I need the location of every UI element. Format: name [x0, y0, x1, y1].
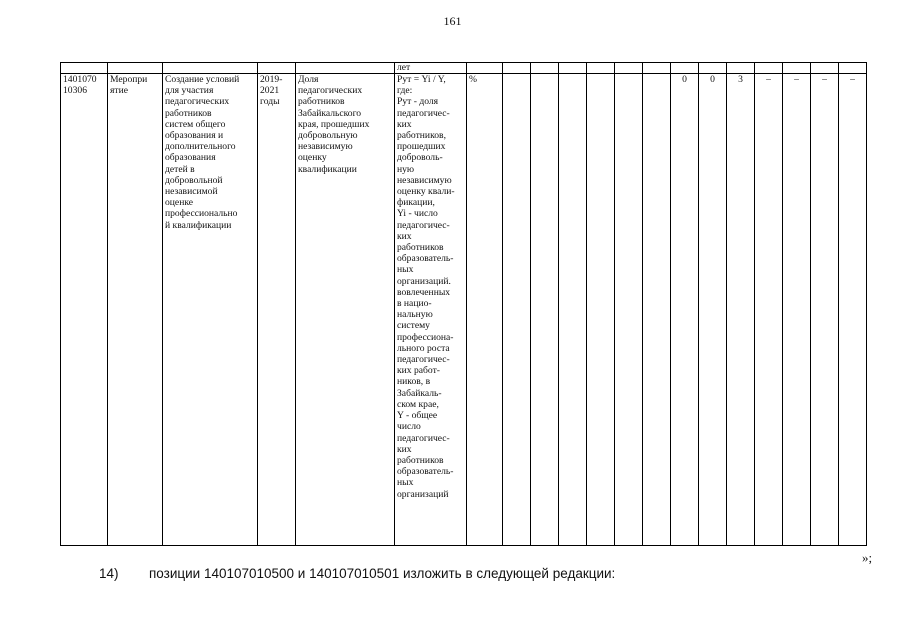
instruction-text: позиции 140107010500 и 140107010501 изложить в следующей редакции: [149, 566, 616, 581]
cell [587, 63, 615, 74]
value-cell: – [755, 74, 783, 546]
cell [615, 63, 643, 74]
value-cell [503, 74, 531, 546]
value-cell [531, 74, 559, 546]
cell [811, 63, 839, 74]
continuation-row [61, 63, 867, 74]
cell [559, 63, 587, 74]
cell [671, 63, 699, 74]
cell [531, 63, 559, 74]
cell [727, 63, 755, 74]
cell [163, 63, 258, 74]
cell [839, 63, 867, 74]
value-cell: 0 [699, 74, 727, 546]
table-row [61, 74, 867, 546]
cell [643, 63, 671, 74]
value-cell: – [811, 74, 839, 546]
cell [108, 63, 163, 74]
value-cell [587, 74, 615, 546]
cell [467, 63, 503, 74]
value-cell: 0 [671, 74, 699, 546]
value-cell [559, 74, 587, 546]
instruction-paragraph [99, 566, 615, 581]
cell [503, 63, 531, 74]
cell [296, 63, 395, 74]
period-cell: 2019- 2021 годы [258, 74, 296, 546]
name-cell: Создание условий для участия педагогических работников систем общего образования и дополнительного образования детей в добровольной независимой оценке профессионально й квалификации [163, 74, 258, 546]
page-number: 161 [443, 14, 462, 28]
indicator-cell: Доля педагогических работников Забайкальского края, прошедших добровольную независимую оценку квалификации [296, 74, 395, 546]
cell [783, 63, 811, 74]
code-cell: 1401070 10306 [61, 74, 108, 546]
type-cell: Меропри ятие [108, 74, 163, 546]
formula-cell: Pут = Yi / Y, где: Pут - доля педагогичес- ких работников, прошедших доброволь- ную независимую оценку квали- фикации, Yi - число педагогичес- ких работников образователь- ных организаций. вовлеченных в нацио- нальную систему профессиона- льного роста педагогичес- ких работ- ников, в Забайкаль- ском крае, Y - общее число педагогичес- ких работников образователь- ных организаций [395, 74, 467, 546]
value-cell: – [839, 74, 867, 546]
cell [258, 63, 296, 74]
program-table [60, 62, 867, 546]
instruction-number: 14) [99, 566, 119, 581]
value-cell: 3 [727, 74, 755, 546]
cell [61, 63, 108, 74]
closing-quote: »; [862, 550, 873, 565]
cell [699, 63, 727, 74]
cell [755, 63, 783, 74]
unit-cell: % [467, 74, 503, 546]
formula-tail-cell: лет [395, 63, 467, 74]
value-cell [643, 74, 671, 546]
value-cell [615, 74, 643, 546]
value-cell: – [783, 74, 811, 546]
